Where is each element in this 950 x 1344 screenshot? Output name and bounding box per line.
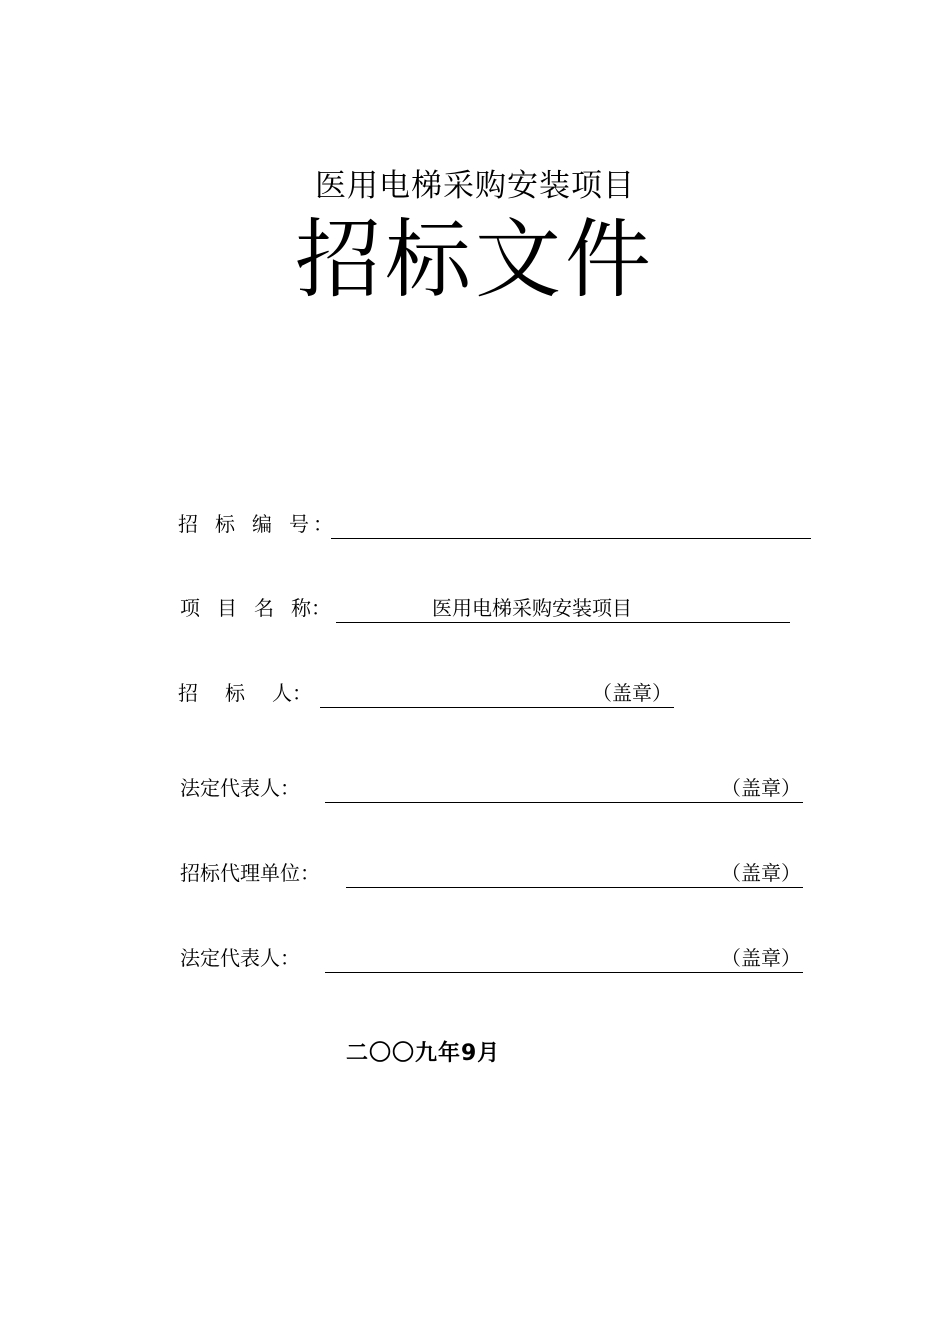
tenderer-stamp: （盖章） [592, 681, 672, 705]
tender-number-label: 招 标 编 号 ： [178, 512, 333, 536]
legal-rep-1-blank[interactable] [325, 772, 803, 803]
project-name-row [180, 592, 792, 624]
tenderer-row [178, 677, 678, 709]
legal-rep-1-row [180, 772, 804, 804]
legal-rep-1-stamp: （盖章） [721, 776, 801, 800]
agency-label: 招标代理单位： [180, 861, 320, 885]
legal-rep-2-blank[interactable] [325, 942, 803, 973]
project-name-blank[interactable] [336, 592, 790, 623]
legal-rep-2-label: 法定代表人： [180, 946, 300, 970]
tenderer-blank[interactable] [320, 677, 674, 708]
project-name-value: 医用电梯采购安装项目 [432, 596, 632, 620]
tender-number-row [178, 508, 812, 540]
tender-number-blank[interactable] [331, 508, 811, 539]
agency-stamp: （盖章） [721, 861, 801, 885]
project-subtitle: 医用电梯采购安装项目 [315, 168, 635, 204]
legal-rep-2-row [180, 942, 804, 974]
tenderer-label: 招 标 人： [178, 681, 312, 705]
project-name-label: 项 目 名 称： [180, 596, 331, 620]
document-date: 二〇〇九年9月 [346, 1041, 501, 1066]
legal-rep-2-stamp: （盖章） [721, 946, 801, 970]
document-title: 招标文件 [295, 210, 655, 310]
agency-row [180, 857, 804, 889]
agency-blank[interactable] [346, 857, 803, 888]
legal-rep-1-label: 法定代表人： [180, 776, 300, 800]
